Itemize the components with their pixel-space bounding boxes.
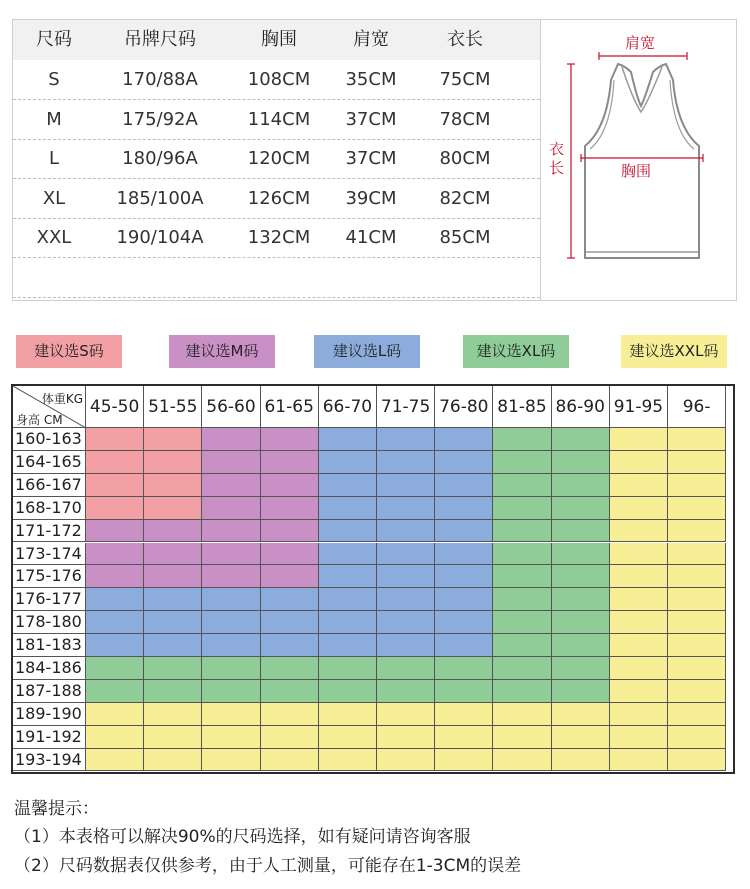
grid-cell-xl [144, 680, 202, 703]
grid-cell-m [144, 565, 202, 588]
grid-cell-l [377, 565, 435, 588]
grid-cell-xxl [86, 703, 144, 726]
grid-cell-xl [552, 565, 610, 588]
legend-xxl: 建议选XXL码 [621, 335, 727, 368]
height-range-label: 164-165 [13, 451, 86, 474]
header-shoulder: 肩宽 [353, 29, 389, 50]
grid-cell-xxl [668, 680, 726, 703]
row-divider [13, 99, 540, 100]
header-size: 尺码 [36, 29, 72, 50]
grid-cell-m [202, 451, 260, 474]
grid-cell-s [144, 497, 202, 520]
grid-cell-xxl [377, 726, 435, 749]
grid-cell-l [144, 634, 202, 657]
grid-cell-l [319, 565, 377, 588]
grid-cell-xxl [377, 749, 435, 772]
size-cell-chest: 126CM [247, 187, 311, 209]
grid-cell-l [202, 611, 260, 634]
grid-cell-xxl [610, 657, 668, 680]
size-cell-tag-size: 170/88A [122, 69, 198, 90]
grid-cell-l [319, 474, 377, 497]
grid-cell-l [144, 588, 202, 611]
grid-cell-xxl [144, 726, 202, 749]
grid-cell-xxl [552, 749, 610, 772]
grid-cell-l [319, 520, 377, 543]
height-range-label: 160-163 [13, 428, 86, 451]
weight-range-label: 61-65 [261, 386, 319, 428]
grid-cell-xxl [435, 726, 493, 749]
grid-cell-xl [86, 657, 144, 680]
grid-cell-xxl [610, 611, 668, 634]
grid-cell-l [377, 543, 435, 566]
size-cell-length: 75CM [439, 69, 491, 90]
row-divider [13, 297, 540, 298]
grid-cell-xxl [668, 726, 726, 749]
grid-cell-xxl [202, 703, 260, 726]
grid-cell-m [202, 428, 260, 451]
size-cell-shoulder: 41CM [345, 227, 397, 248]
size-cell-chest: 108CM [247, 69, 311, 90]
weight-range-label: 56-60 [202, 386, 260, 428]
size-cell-tag-size: 190/104A [116, 227, 204, 248]
grid-cell-xxl [668, 543, 726, 566]
grid-cell-l [319, 543, 377, 566]
grid-cell-xl [202, 680, 260, 703]
size-cell-length: 85CM [439, 227, 491, 248]
grid-cell-xxl [610, 680, 668, 703]
grid-cell-xxl [610, 543, 668, 566]
grid-cell-xxl [668, 588, 726, 611]
header-length: 衣长 [447, 29, 483, 50]
note-item-1: （1）本表格可以解决90%的尺码选择，如有疑问请咨询客服 [14, 827, 471, 847]
grid-cell-xl [552, 451, 610, 474]
grid-cell-m [144, 543, 202, 566]
grid-cell-s [144, 451, 202, 474]
height-range-label: 184-186 [13, 657, 86, 680]
size-cell-size: L [48, 148, 60, 169]
legend-m: 建议选M码 [169, 335, 275, 368]
grid-cell-l [435, 588, 493, 611]
size-cell-tag-size: 175/92A [122, 108, 198, 130]
grid-cell-s [86, 497, 144, 520]
grid-cell-xxl [552, 703, 610, 726]
size-cell-size: XXL [36, 227, 72, 248]
grid-cell-l [377, 497, 435, 520]
grid-cell-xxl [202, 726, 260, 749]
grid-cell-m [261, 497, 319, 520]
grid-cell-m [261, 543, 319, 566]
grid-cell-l [319, 634, 377, 657]
grid-cell-xxl [261, 749, 319, 772]
grid-cell-xl [493, 520, 551, 543]
height-range-label: 181-183 [13, 634, 86, 657]
grid-cell-m [261, 451, 319, 474]
grid-cell-xl [493, 565, 551, 588]
height-range-label: 173-174 [13, 543, 86, 566]
grid-cell-xl [435, 680, 493, 703]
size-recommendation-grid [11, 384, 735, 774]
grid-cell-xl [493, 680, 551, 703]
grid-cell-xxl [202, 749, 260, 772]
grid-cell-xxl [144, 703, 202, 726]
grid-cell-xxl [261, 726, 319, 749]
grid-cell-s [144, 474, 202, 497]
grid-cell-xxl [668, 428, 726, 451]
header-chest: 胸围 [261, 29, 297, 50]
grid-cell-xl [552, 657, 610, 680]
grid-cell-xl [552, 428, 610, 451]
weight-range-label: 91-95 [610, 386, 668, 428]
size-cell-length: 78CM [439, 108, 491, 130]
grid-cell-xxl [668, 611, 726, 634]
grid-cell-xl [552, 611, 610, 634]
size-cell-tag-size: 185/100A [116, 187, 204, 209]
height-range-label: 178-180 [13, 611, 86, 634]
grid-cell-xl [144, 657, 202, 680]
height-range-label: 193-194 [13, 749, 86, 772]
weight-range-label: 96- [668, 386, 726, 428]
grid-cell-xxl [493, 703, 551, 726]
grid-cell-m [202, 520, 260, 543]
grid-cell-xxl [319, 726, 377, 749]
height-header: 身高 CM [16, 413, 63, 427]
grid-cell-l [319, 451, 377, 474]
grid-cell-l [435, 611, 493, 634]
grid-cell-xxl [319, 749, 377, 772]
grid-corner-header [13, 386, 86, 428]
grid-cell-xl [493, 611, 551, 634]
grid-cell-xxl [668, 657, 726, 680]
size-cell-chest: 132CM [247, 227, 311, 248]
grid-cell-xxl [610, 451, 668, 474]
weight-range-label: 71-75 [377, 386, 435, 428]
grid-cell-l [144, 611, 202, 634]
length-label: 衣长 [549, 140, 565, 177]
chest-label: 胸围 [621, 162, 652, 180]
legend-xl: 建议选XL码 [463, 335, 569, 368]
grid-cell-xl [493, 588, 551, 611]
grid-cell-m [202, 543, 260, 566]
grid-cell-l [435, 451, 493, 474]
size-cell-shoulder: 37CM [345, 148, 397, 169]
grid-cell-xxl [86, 749, 144, 772]
grid-cell-xl [552, 680, 610, 703]
grid-cell-xxl [610, 749, 668, 772]
size-table [13, 20, 540, 300]
grid-cell-xxl [610, 497, 668, 520]
grid-cell-m [261, 428, 319, 451]
grid-cell-l [435, 634, 493, 657]
size-table-header [13, 20, 540, 60]
grid-cell-l [86, 611, 144, 634]
grid-cell-xxl [144, 749, 202, 772]
grid-cell-l [377, 611, 435, 634]
grid-cell-m [86, 565, 144, 588]
size-cell-length: 80CM [439, 148, 491, 169]
grid-cell-m [261, 565, 319, 588]
legend-s: 建议选S码 [16, 335, 122, 368]
grid-cell-xxl [610, 428, 668, 451]
grid-cell-xl [493, 497, 551, 520]
grid-cell-xl [86, 680, 144, 703]
note-item-2: （2）尺码数据表仅供参考，由于人工测量，可能存在1-3CM的误差 [14, 856, 522, 876]
grid-cell-l [202, 634, 260, 657]
grid-cell-xxl [552, 726, 610, 749]
grid-cell-xxl [610, 726, 668, 749]
grid-cell-l [261, 588, 319, 611]
grid-cell-s [86, 474, 144, 497]
grid-cell-xxl [610, 565, 668, 588]
grid-cell-xl [261, 680, 319, 703]
grid-cell-xxl [610, 703, 668, 726]
weight-range-label: 81-85 [493, 386, 551, 428]
size-table-box [12, 19, 737, 301]
grid-cell-xl [552, 520, 610, 543]
weight-range-label: 51-55 [144, 386, 202, 428]
grid-cell-xxl [610, 474, 668, 497]
notes-title: 温馨提示： [14, 799, 99, 819]
height-range-label: 168-170 [13, 497, 86, 520]
grid-cell-xl [552, 497, 610, 520]
weight-range-label: 86-90 [552, 386, 610, 428]
grid-cell-s [144, 428, 202, 451]
grid-cell-xl [377, 657, 435, 680]
grid-cell-l [319, 588, 377, 611]
grid-cell-xxl [668, 520, 726, 543]
weight-range-label: 66-70 [319, 386, 377, 428]
grid-cell-l [377, 588, 435, 611]
grid-cell-l [435, 497, 493, 520]
height-range-label: 171-172 [13, 520, 86, 543]
grid-cell-m [261, 520, 319, 543]
grid-cell-xxl [668, 565, 726, 588]
grid-cell-xl [261, 657, 319, 680]
grid-cell-xxl [668, 474, 726, 497]
grid-cell-xl [319, 657, 377, 680]
grid-cell-m [202, 474, 260, 497]
size-cell-size: S [48, 69, 60, 90]
grid-cell-m [86, 543, 144, 566]
grid-cell-l [435, 543, 493, 566]
grid-cell-xl [202, 657, 260, 680]
size-cell-shoulder: 35CM [345, 69, 397, 90]
weight-range-label: 76-80 [435, 386, 493, 428]
grid-cell-xxl [86, 726, 144, 749]
grid-cell-xl [319, 680, 377, 703]
grid-cell-xxl [668, 451, 726, 474]
grid-cell-xxl [668, 634, 726, 657]
grid-cell-s [86, 451, 144, 474]
grid-cell-s [86, 428, 144, 451]
grid-cell-xxl [610, 588, 668, 611]
grid-cell-xl [493, 634, 551, 657]
height-range-label: 176-177 [13, 588, 86, 611]
grid-cell-xxl [377, 703, 435, 726]
grid-cell-xxl [435, 703, 493, 726]
grid-cell-l [86, 588, 144, 611]
grid-cell-l [319, 428, 377, 451]
grid-cell-l [377, 634, 435, 657]
row-divider [13, 139, 540, 140]
size-cell-chest: 120CM [247, 148, 311, 169]
grid-cell-xxl [493, 726, 551, 749]
grid-cell-m [261, 474, 319, 497]
grid-cell-xl [552, 474, 610, 497]
grid-cell-xl [493, 451, 551, 474]
grid-cell-xl [493, 428, 551, 451]
grid-cell-l [377, 474, 435, 497]
grid-cell-xxl [668, 497, 726, 520]
grid-cell-xxl [610, 634, 668, 657]
grid-cell-xl [493, 543, 551, 566]
grid-cell-l [435, 520, 493, 543]
grid-cell-xl [435, 657, 493, 680]
shoulder-label: 肩宽 [625, 34, 656, 52]
grid-cell-xl [552, 588, 610, 611]
grid-cell-xxl [668, 749, 726, 772]
size-cell-length: 82CM [439, 187, 491, 209]
grid-cell-l [86, 634, 144, 657]
weight-header: 体重KG [41, 392, 83, 406]
grid-cell-xxl [668, 703, 726, 726]
grid-cell-xl [493, 474, 551, 497]
grid-cell-xxl [610, 520, 668, 543]
grid-cell-l [377, 520, 435, 543]
grid-cell-l [319, 611, 377, 634]
grid-cell-l [435, 428, 493, 451]
weight-range-label: 45-50 [86, 386, 144, 428]
legend-l: 建议选L码 [314, 335, 420, 368]
grid-cell-l [261, 611, 319, 634]
grid-cell-xxl [261, 703, 319, 726]
height-range-label: 166-167 [13, 474, 86, 497]
grid-cell-l [377, 428, 435, 451]
row-divider [13, 178, 540, 179]
size-cell-shoulder: 39CM [345, 187, 397, 209]
height-range-label: 175-176 [13, 565, 86, 588]
grid-cell-l [435, 565, 493, 588]
height-range-label: 187-188 [13, 680, 86, 703]
grid-cell-xl [493, 657, 551, 680]
grid-cell-l [261, 634, 319, 657]
size-cell-size: XL [42, 187, 66, 209]
grid-cell-l [319, 497, 377, 520]
grid-cell-m [144, 520, 202, 543]
grid-cell-m [202, 565, 260, 588]
grid-cell-m [86, 520, 144, 543]
grid-cell-xl [552, 543, 610, 566]
grid-cell-xxl [493, 749, 551, 772]
grid-cell-xxl [435, 749, 493, 772]
grid-cell-xl [377, 680, 435, 703]
grid-cell-xl [552, 634, 610, 657]
size-cell-shoulder: 37CM [345, 108, 397, 130]
grid-cell-xxl [319, 703, 377, 726]
grid-cell-l [377, 451, 435, 474]
grid-cell-l [202, 588, 260, 611]
row-divider [13, 218, 540, 219]
header-tag-size: 吊牌尺码 [124, 29, 196, 50]
height-range-label: 189-190 [13, 703, 86, 726]
grid-cell-l [435, 474, 493, 497]
grid-cell-m [202, 497, 260, 520]
size-cell-tag-size: 180/96A [122, 148, 198, 169]
height-range-label: 191-192 [13, 726, 86, 749]
row-divider [13, 257, 540, 258]
size-cell-size: M [46, 108, 62, 130]
vest-diagram [540, 20, 737, 300]
size-cell-chest: 114CM [247, 108, 311, 130]
